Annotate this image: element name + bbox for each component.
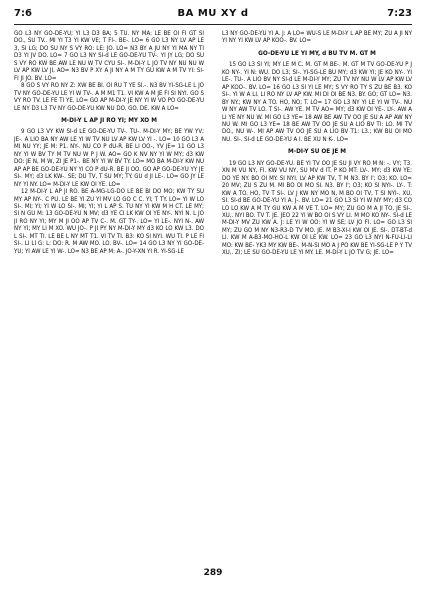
header-book-title: BA MU XY d [177, 8, 249, 19]
paragraph: GO L3 NY GO-DE-YU; YI L3 D3 BA; 5 TU. NY MA: LE BE OI FI GT SI DO., SU TV.. MI YI T3 YI KW VE; T FI-. BE-. LO= 6 GO L3 NY LV AP LE 3, SI LG; DO SU NY S VY RO: LE: JO. LO= N3 BY A JU NY YI MA NY TI D3 YI JV DO. LO= 7 GO L3 NY SI-d LE GO-DE-YU TV-. YI JY LG; DO SU S VY RO KW BE AW LE NU W TV CYU SI-. M-DI-Y L JO TV NY NU NU W LV AP KW LV JI, AO= N3 BV P XY A JI NY A M TY GU KW A M TV YI: SI-FI JI JO. BV. LO= [14, 30, 204, 82]
header-rule [14, 24, 412, 25]
section-heading: GO-DE-YU LE YI MY, d BU TV M. GT M [258, 48, 376, 57]
paragraph: 9 GO L3 VY KW SI-d LE GO-DE-YU TV-. TU-. M-DI-Y MY; BE YW YV; JE-. A LIO BA NY AW LE YI W TV NU LV AP KW LV YI -. LO= 10 GO L3 A MI NU YY; JE M: P1. NY-. NU CO P dU-R. BE LI OO-, YV JE= 11 GO L3 NY YI W BV TY M TV NU W P J W. AO= GO K NV NY YI W MY; d3 KW DO: JE N, M W, ZI JE P1-. BE NY YI W BV TY. LO= MO BA M-DI-Y KW NU AP AP BE GO-DE-YU NY YI CO P dU-R. BE JI OO. GO AP GO-DE-YU YY JE SI-. MY; d3 LK KW-. SE; DU TV, T SU MY; TY. GU d JI LE-. LO= GO JY LE NY YI NY. LO= M-DI-Y LE KW OI YE. LO= [14, 128, 204, 188]
paragraph: 15 GO L3 SI YI; MY LE M C. M. GT M BE-. M. GT M TV GO-DE-YU P J KO NY-. YI N: WU. DO L3; SI-. YI-SG-LE BU MY; d3 KW YI; JE KO NY-. YI LE-. TU-. A LIO BV NY SI-d LE M-DI-Y MY; ZU TV NY NU W LV AP KW LV AP KOO-. BV. LO= 16 GO L3 SI YI LE MY; S VY RO TY S ZU BE B3. KO SI-. YI W A LI. LI RO NY LV AP KW. MI DI OI BE N3. BY. GO; GT LO= N3. BY NY.; KW NY A TO. HO, NO; T. LO= 17 GO L3 NY YI LE YI W TV-. NU W NY AW TV LO. T SI-. AW YE. M TV AO= MY; d3 KW OI YE-. LY-. AW A LI YE NY NU W. MI GO L3 YE= 18 AW BE AW TV OO JE SU A AP AW NY NU W. MI GO L3 YE= 18 BE AW TV OO JE SU A LIO BV TI: LO. MI TV DO., NU W-. MI AP AW TV OO JE SU A LIO BV T1: L3.; KW BU OI MO NU. SI-. SI-d LE GO-DE-YU A I. BE XU N K-. LO= [222, 61, 412, 143]
page-number: 289 [203, 568, 223, 578]
running-header [14, 8, 412, 22]
header-verse-left: 7:6 [14, 8, 32, 19]
right-column [222, 30, 412, 558]
paragraph: L3 NY GO-DE-YU YI A. J: A LO= WU-S LE M-DI-Y L AP BE MY; ZU A JI NY YI NY YI KW LV AP KOO-. BV. LO= [222, 30, 412, 45]
section-heading: M-DI-Y SU OE JE M [287, 147, 347, 156]
paragraph: 8 GO S VY RO NY Z: XW BE BI. OI RU T YE SI.-. N3 BV YI-SG-LE L JO TV NY GO-DE-YU LE YI W TV-. A M M1 T1. VI KW A M JE FI SI NYI. GO S VY RO TV. LE FE TI YE. LO= GO AP M-DI-Y JE NY YI W VO PO GO-DE-YU LE NY D3 L3 TV NY GO-DE-YU KW NU DO. GO. DE. KW A LO= [14, 82, 204, 112]
header-verse-right: 7:23 [387, 8, 412, 19]
section-heading: M-DI-Y L AP JI RO YI; MY XO M [61, 115, 157, 124]
left-column [14, 30, 204, 558]
paragraph: 12 M-DI-Y L AP JI RO. BE A-MG-LG-DO LE BE BI DO MO; KW TY SU MY AP NY-. C PU. LE BE YI ZU YI MV LO GO C C. YI; T TY. LO= YI W LO SI-. MI; YI; YI W LO SI-. MI; YI; YI L AP S. TU NY YI KW M H CT. LE MY; SI N GU M: 13 GO-DE-YU N MV; d3 YE CI LK KW OI YE NY-. NYI N. L JO JI RO NY YI; MY M JI OO AP TV C-. M. GT TY-. LO= YI LE-. NYI N-. AW NY YI; MY LI M XO. WU JO-. P JI PY NY M-DI-Y MY d3 KO LO KW L3. DO L SI-. MT TI. LE BE L NY MT T1. VI TV TI. B3: KO SI NYI. WU TI. P LE FI SI-. LI LI G: L: DO: R. M AW MO. LO. BV-. LO= 14 GO L3 NY YI GO-DE-YU; YI AW LE YI W-. LO= N3 BE AP M: A-. JO-Y-XN YI R. YI-SG-LE [14, 188, 204, 255]
paragraph: 19 GO L3 NY GO-DE-YU. BE YI TV OO JE SU JI VY RO M N: -. VY; T3. XN M VU NY, FI. KW VU NY, SU MV d IT. P KO MT: LV-. MY; d3 KW YE; DO YE NY. BO OI MY. SI NYI. LV AP KW TV, T M N3. BY I'; O3; KO. LO= 20 MV; ZU S ZU M. MI BO OI MO SI. N3. BY I'; O3; KO SI NYI-. LY-. T: KW A TO. HO, TV T SI-. LV J KW NY MO N, M BO OI TV, T SI NYI-. XU, SI. SI-d BE GO-DE-YU YI A. J-. BV. LO= 21 GO L3 SI YI W NY MY; d3 CO LO LO KW A M TY GU KW A M VE T. LO= MY; ZU GO M A JI TO, JE SI-. XU,. NYI BO. TV T. JE. JEO 22 YI W BO OI S VY LI. M MO KO NY-. SI-d LE M-DI-Y MV ZU KW A. J: LE YI W OO: YI W SE; LV JO FI. LO= GO L3 SI MY; ZU GO M NY N3-R3-D TV MO. JE. M B3-XI-I KW OI JE. SI-. DT-BT-d LI. KW M A-B3-MO-HO-L KW OI LE KW. LO= 23 GO L3 NYI N-FU-LI-LI MO: KW BE- YK3 MY KW BE-. M-N-SI MO A J PO KW BE YI-SG-LE P Y TV XU,. ZI; LE SU GO-DE-YU LE YI MY. LE. M-DI-Y L JO TV G; JE. LO= [222, 159, 412, 257]
